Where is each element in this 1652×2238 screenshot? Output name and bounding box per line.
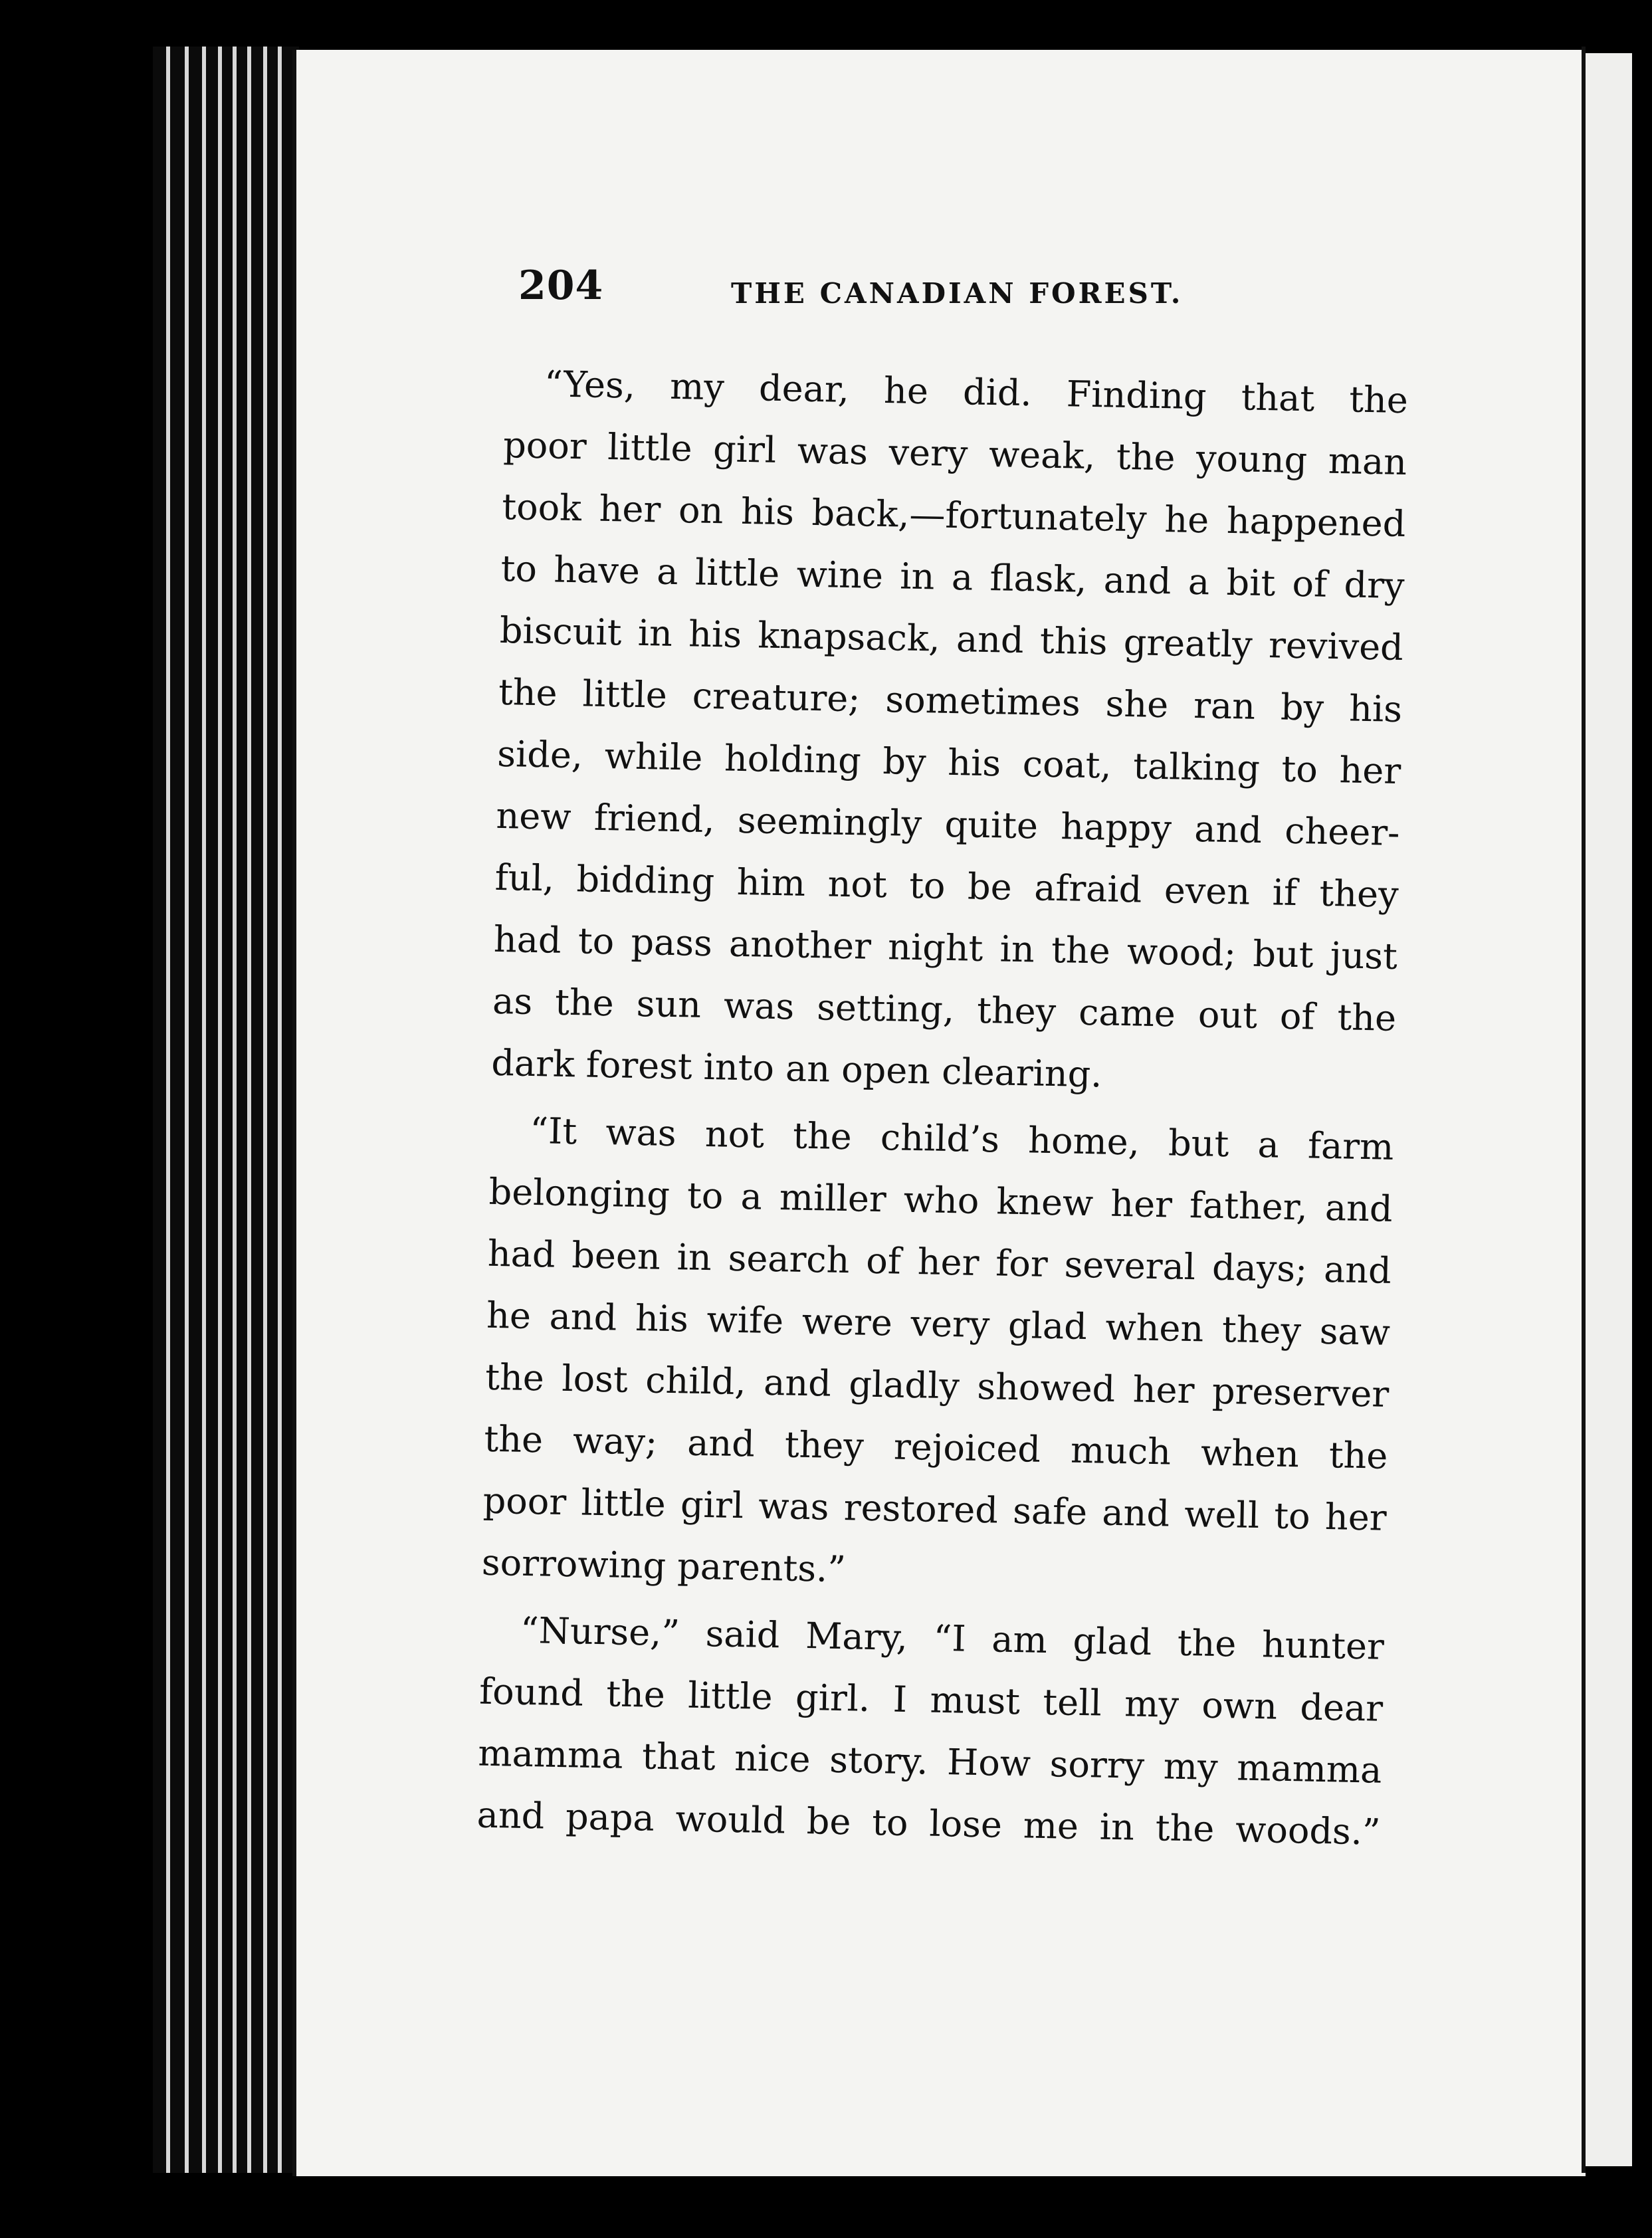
text-line: “It was not the child’s home, but a farm	[529, 1109, 1394, 1168]
text-line: the little creature; sometimes she ran by his	[498, 670, 1403, 731]
text-line: the way; and they rejoiced much when the	[483, 1417, 1388, 1477]
text-line: new friend, seemingly quite happy and cheer-	[496, 794, 1400, 854]
text-line: and papa would be to lose me in the woods.”	[476, 1793, 1382, 1853]
text-line: belonging to a miller who knew her father, and	[488, 1170, 1394, 1230]
paragraph	[476, 1599, 1385, 1863]
text-line: to have a little wine in a flask, and a bit of dry	[500, 547, 1405, 607]
page-edge-line	[233, 47, 237, 2173]
text-line: he and his wife were very glad when they saw	[486, 1294, 1391, 1354]
text-line: mamma that nice story. How sorry my mamma	[477, 1732, 1382, 1791]
facing-page-sliver	[1586, 53, 1632, 2166]
text-line: found the little girl. I must tell my own dear	[478, 1670, 1384, 1730]
text-line: as the sun was setting, they came out of the	[492, 979, 1397, 1039]
text-line: had to pass another night in the wood; but just	[493, 918, 1398, 977]
paragraph	[481, 1099, 1394, 1611]
text-line: biscuit in his knapsack, and this greatly revived	[499, 609, 1404, 669]
page-edge-line	[263, 47, 267, 2173]
page-edges	[153, 47, 299, 2173]
running-title: THE CANADIAN FOREST.	[731, 277, 1184, 310]
page-edge-line	[185, 47, 189, 2173]
running-head	[518, 262, 1209, 316]
text-line: “Yes, my dear, he did. Finding that the	[544, 363, 1409, 422]
text-line: poor little girl was very weak, the young man	[502, 423, 1407, 484]
text-line: the lost child, and gladly showed her preserver	[484, 1356, 1390, 1415]
page-edge-line	[202, 47, 206, 2173]
paragraph	[491, 352, 1409, 1111]
page-edge-line	[247, 47, 251, 2173]
page-body	[476, 352, 1409, 1863]
page-edge-line	[278, 47, 282, 2173]
page-edge-line	[218, 47, 222, 2173]
page-number: 204	[518, 262, 604, 309]
text-line: sorrowing parents.”	[481, 1541, 847, 1591]
text-line: had been in search of her for several days; and	[487, 1232, 1392, 1292]
text-line: took her on his back,—fortunately he happened	[501, 485, 1406, 546]
text-line: ful, bidding him not to be afraid even if they	[494, 856, 1399, 916]
text-line: “Nurse,” said Mary, “I am glad the hunter	[520, 1609, 1385, 1668]
text-line: dark forest into an open clearing.	[490, 1041, 1103, 1096]
page-edge-line	[166, 47, 170, 2173]
text-line: poor little girl was restored safe and well to her	[482, 1479, 1388, 1539]
text-line: side, while holding by his coat, talking to her	[496, 732, 1401, 792]
